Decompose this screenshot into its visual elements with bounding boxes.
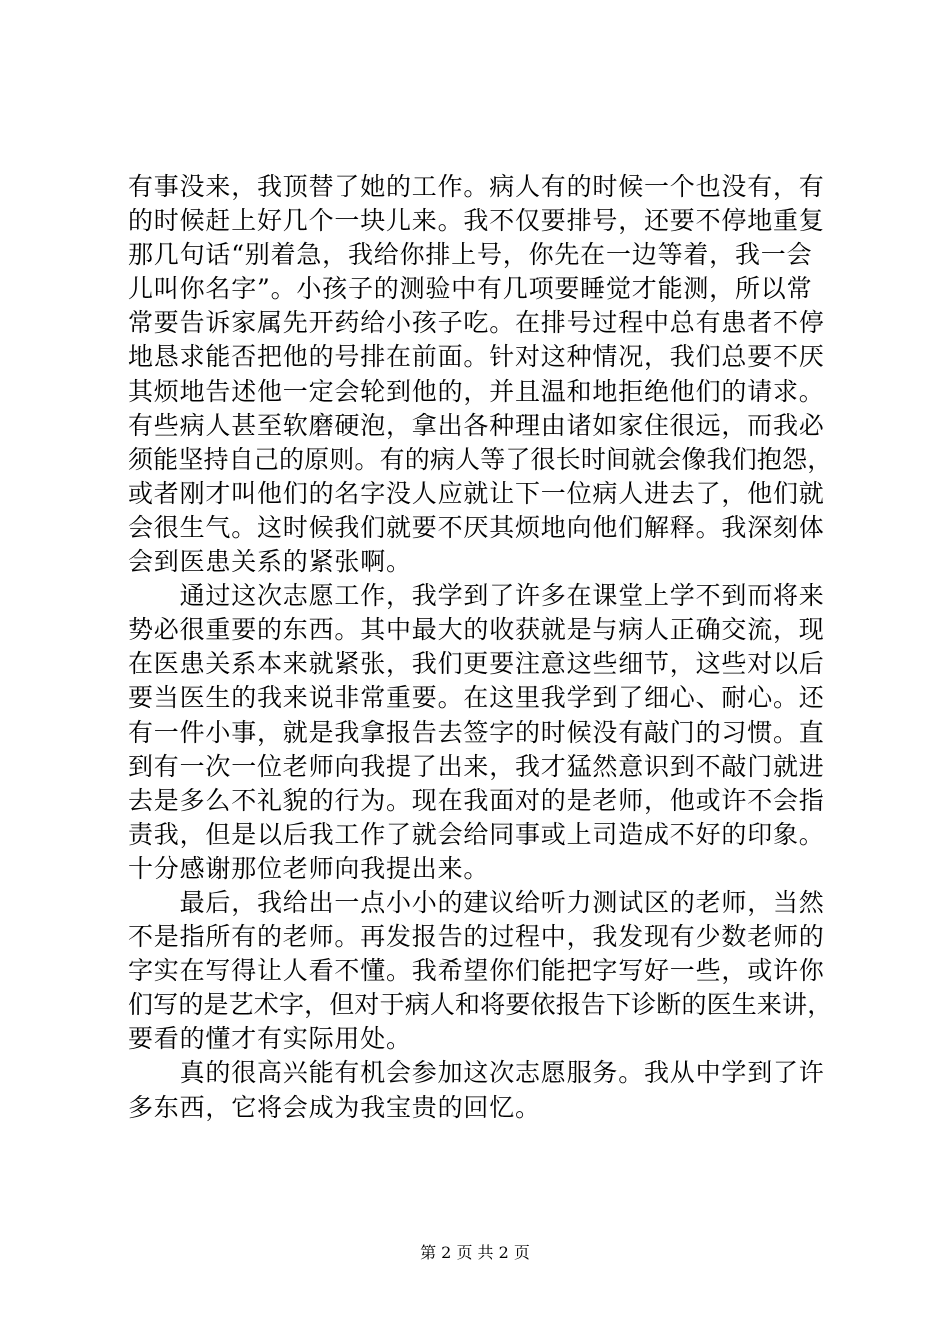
page-footer: 第 2 页 共 2 页	[420, 1243, 530, 1262]
text-line: 势必很重要的东西。其中最大的收获就是与病人正确交流，现	[128, 615, 825, 645]
text-line: 有事没来，我顶替了她的工作。病人有的时候一个也没有，有	[128, 172, 825, 201]
text-line: 地恳求能否把他的号排在前面。针对这种情况，我们总要不厌	[128, 342, 825, 372]
text-line: 会到医患关系的紧张啊。	[128, 547, 412, 577]
text-line: 真的很高兴能有机会参加这次志愿服务。我从中学到了许	[128, 1058, 825, 1088]
text-line: 到有一次一位老师向我提了出来，我才猛然意识到不敲门就进	[128, 751, 825, 781]
text-line: 多东西，它将会成为我宝贵的回忆。	[128, 1092, 541, 1122]
text-line: 在医患关系本来就紧张，我们更要注意这些细节，这些对以后	[128, 649, 825, 679]
text-line: 儿叫你名字”。小孩子的测验中有几项要睡觉才能测，所以常	[128, 274, 813, 304]
text-line: 要当医生的我来说非常重要。在这里我学到了细心、耐心。还	[128, 683, 825, 713]
text-line: 的时候赶上好几个一块儿来。我不仅要排号，还要不停地重复	[128, 206, 825, 236]
text-line: 责我，但是以后我工作了就会给同事或上司造成不好的印象。	[128, 819, 825, 849]
text-line: 那几句话“别着急，我给你排上号，你先在一边等着，我一会	[128, 240, 813, 270]
text-line: 会很生气。这时候我们就要不厌其烦地向他们解释。我深刻体	[128, 512, 825, 542]
text-line: 十分感谢那位老师向我提出来。	[128, 853, 490, 883]
text-line: 字实在写得让人看不懂。我希望你们能把字写好一些，或许你	[128, 956, 825, 986]
text-line: 有一件小事，就是我拿报告去签字的时候没有敲门的习惯。直	[128, 717, 825, 747]
text-line: 有些病人甚至软磨硬泡，拿出各种理由诸如家住很远，而我必	[128, 410, 825, 440]
text-line: 不是指所有的老师。再发报告的过程中，我发现有少数老师的	[128, 922, 825, 952]
body-text	[128, 170, 832, 1125]
text-line: 其烦地告述他一定会轮到他的，并且温和地拒绝他们的请求。	[128, 376, 825, 406]
text-line: 或者刚才叫他们的名字没人应就让下一位病人进去了，他们就	[128, 478, 825, 508]
text-line: 最后，我给出一点小小的建议给听力测试区的老师，当然	[128, 887, 825, 917]
text-line: 须能坚持自己的原则。有的病人等了很长时间就会像我们抱怨，	[128, 444, 833, 474]
text-line: 要看的懂才有实际用处。	[128, 1024, 412, 1054]
text-line: 通过这次志愿工作，我学到了许多在课堂上学不到而将来	[128, 581, 825, 611]
text-line: 常要告诉家属先开药给小孩子吃。在排号过程中总有患者不停	[128, 308, 825, 338]
text-line: 去是多么不礼貌的行为。现在我面对的是老师，他或许不会指	[128, 785, 825, 815]
text-line: 们写的是艺术字，但对于病人和将要依报告下诊断的医生来讲，	[128, 990, 833, 1020]
